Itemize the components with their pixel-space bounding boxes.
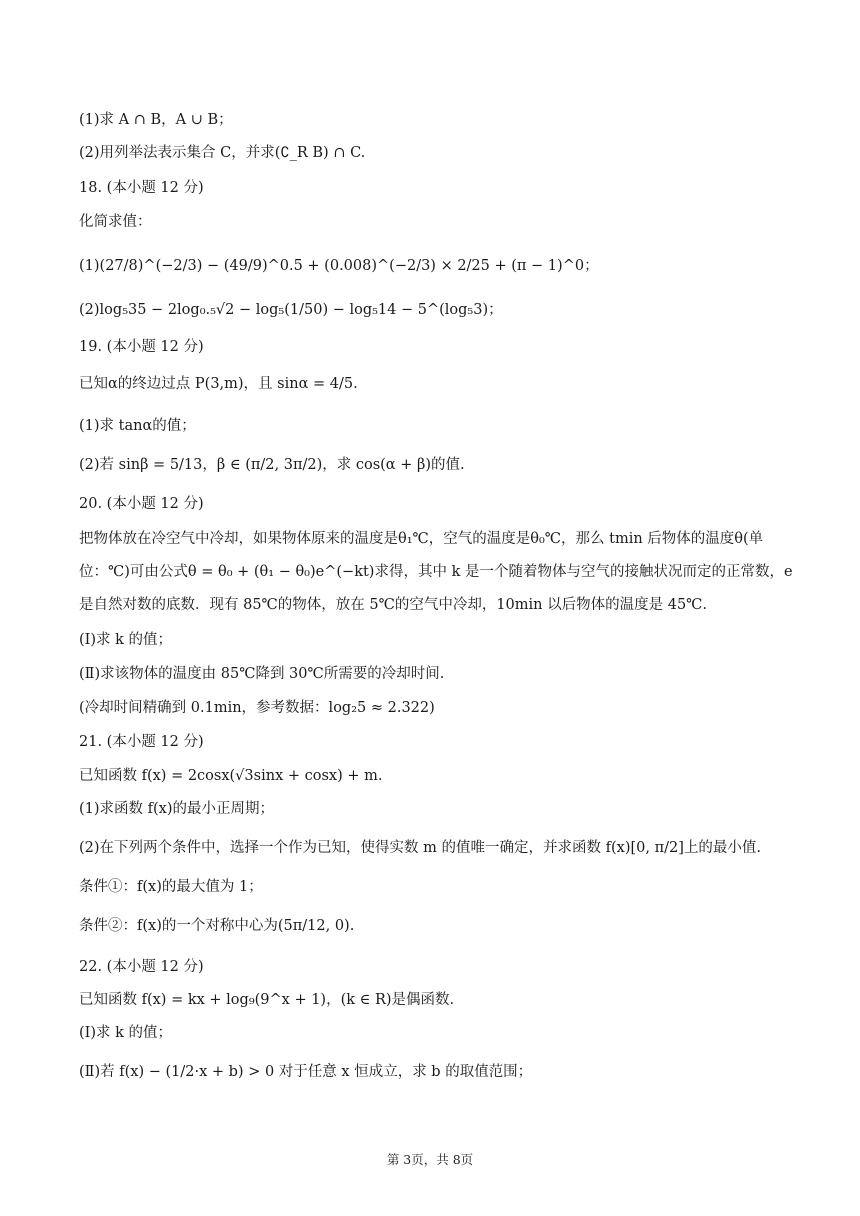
line-25: 已知函数 f(x) = kx + log₉(9^x + 1)，(k ∈ R)是偶函数. <box>79 992 455 1008</box>
line-22: 条件①：f(x)的最大值为 1； <box>79 879 263 895</box>
line-11: 20. (本小题 12 分) <box>79 496 204 512</box>
line-24: 22. (本小题 12 分) <box>79 959 204 975</box>
line-12: 把物体放在冷空气中冷却，如果物体原来的温度是θ₁℃，空气的温度是θ₀℃，那么 tmin 后物体的温度θ(单 <box>79 531 764 547</box>
line-18: 21. (本小题 12 分) <box>79 734 204 750</box>
line-4: 化简求值： <box>79 214 152 230</box>
line-15: (Ⅰ)求 k 的值； <box>79 632 173 648</box>
line-1: (1)求 A ∩ B，A ∪ B； <box>79 112 233 128</box>
line-10: (2)若 sinβ = 5/13，β ∈ (π/2, 3π/2)，求 cos(α + β)的值. <box>79 457 465 473</box>
line-16: (Ⅱ)求该物体的温度由 85℃降到 30℃所需要的冷却时间. <box>79 666 445 682</box>
line-7: 19. (本小题 12 分) <box>79 339 204 355</box>
line-20: (1)求函数 f(x)的最小正周期； <box>79 801 275 817</box>
line-19: 已知函数 f(x) = 2cosx(√3sinx + cosx) + m. <box>79 768 383 784</box>
line-3: 18. (本小题 12 分) <box>79 180 204 196</box>
line-5: (1)(27/8)^(−2/3) − (49/9)^0.5 + (0.008)^(−2/3) × 2/25 + (π − 1)^0； <box>79 258 599 274</box>
line-23: 条件②：f(x)的一个对称中心为(5π/12, 0). <box>79 918 355 934</box>
line-21: (2)在下列两个条件中，选择一个作为已知，使得实数 m 的值唯一确定，并求函数 f(x)[0, π/2]上的最小值. <box>79 840 761 856</box>
line-17: (冷却时间精确到 0.1min，参考数据：log₂5 ≈ 2.322) <box>79 700 435 716</box>
line-8: 已知α的终边过点 P(3,m)，且 sinα = 4/5. <box>79 376 358 392</box>
line-6: (2)log₅35 − 2log₀.₅√2 − log₅(1/50) − log₅14 − 5^(log₅3)； <box>79 302 503 318</box>
page-footer: 第 3页，共 8页 <box>386 1152 474 1167</box>
line-2: (2)用列举法表示集合 C，并求(∁_R B) ∩ C. <box>79 145 366 161</box>
line-13: 位：℃)可由公式θ = θ₀ + (θ₁ − θ₀)e^(−kt)求得，其中 k 是一个随着物体与空气的接触状况而定的正常数，e <box>79 564 793 580</box>
line-27: (Ⅱ)若 f(x) − (1/2·x + b) > 0 对于任意 x 恒成立，求 b 的取值范围； <box>79 1064 533 1080</box>
line-14: 是自然对数的底数．现有 85℃的物体，放在 5℃的空气中冷却，10min 以后物体的温度是 45℃. <box>79 597 708 613</box>
line-9: (1)求 tanα的值； <box>79 418 196 434</box>
line-26: (Ⅰ)求 k 的值； <box>79 1025 173 1041</box>
